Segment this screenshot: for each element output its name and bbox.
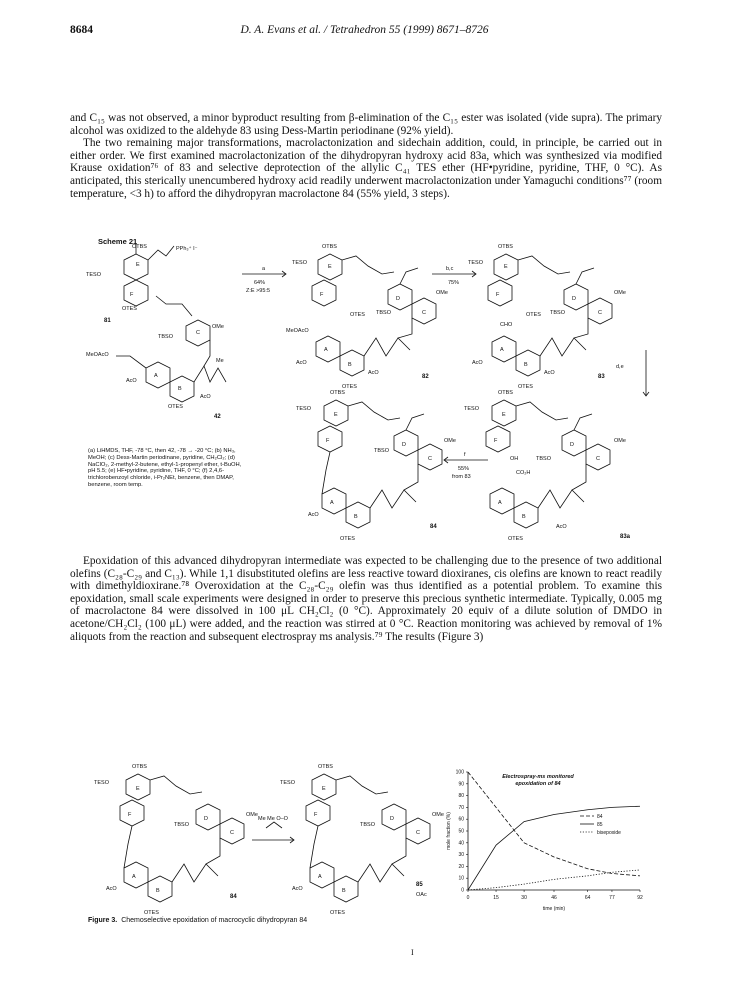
svg-text:C: C xyxy=(598,310,602,316)
compound-label-84: 84 xyxy=(430,524,437,530)
svg-text:TESO: TESO xyxy=(292,260,307,266)
svg-text:TESO: TESO xyxy=(94,780,109,786)
page-header xyxy=(70,24,659,40)
svg-text:OTBS: OTBS xyxy=(498,390,513,396)
figure-3-caption xyxy=(88,917,307,924)
y-tick-label: 40 xyxy=(458,840,464,847)
svg-text:TESO: TESO xyxy=(296,406,311,412)
compound-label-83: 83 xyxy=(598,374,605,380)
svg-text:OTES: OTES xyxy=(526,312,541,318)
svg-text:E: E xyxy=(322,786,326,792)
svg-text:F: F xyxy=(128,812,132,818)
svg-text:AcO: AcO xyxy=(368,370,379,376)
svg-text:A: A xyxy=(330,500,334,506)
scheme-21-drawing xyxy=(86,238,666,550)
x-tick-label: 46 xyxy=(551,895,557,901)
y-tick-label: 70 xyxy=(458,804,464,811)
svg-text:E: E xyxy=(136,262,140,268)
legend-label-84: 84 xyxy=(597,813,603,820)
x-tick-label: 77 xyxy=(609,895,615,901)
svg-text:D: D xyxy=(396,296,400,302)
svg-text:E: E xyxy=(502,412,506,418)
svg-text:D: D xyxy=(204,816,208,822)
series-line-bisepoxide xyxy=(468,870,640,890)
svg-text:AcO: AcO xyxy=(308,512,319,518)
svg-text:OTES: OTES xyxy=(340,536,355,542)
svg-text:OMe: OMe xyxy=(444,438,456,444)
svg-text:F: F xyxy=(130,292,134,298)
svg-text:TBSO: TBSO xyxy=(360,822,375,828)
figure-3-compound-85-structure xyxy=(306,774,430,902)
x-axis-label: time (min) xyxy=(542,906,566,912)
figure-3 xyxy=(86,760,666,930)
svg-text:MeOAcO: MeOAcO xyxy=(86,352,109,358)
chart-title-line-2: epoxidation of 84 xyxy=(515,781,561,787)
svg-text:A: A xyxy=(324,347,328,353)
svg-text:C: C xyxy=(596,456,600,462)
svg-text:B: B xyxy=(342,888,346,894)
svg-text:OTES: OTES xyxy=(350,312,365,318)
arrow-de-label: d,e xyxy=(616,364,624,370)
figure-3-compound-84-structure xyxy=(120,774,244,902)
svg-text:OTBS: OTBS xyxy=(498,244,513,250)
y-axis-label: mole fraction (%) xyxy=(446,812,452,850)
arrow-a-label: a xyxy=(262,266,266,272)
svg-text:OTBS: OTBS xyxy=(322,244,337,250)
svg-text:F: F xyxy=(494,438,498,444)
compound-label-81: 81 xyxy=(104,318,111,324)
svg-text:C: C xyxy=(230,830,234,836)
x-tick-label: 15 xyxy=(493,895,499,901)
svg-text:D: D xyxy=(572,296,576,302)
chart-title-line-1: Electrospray-ms monitored xyxy=(502,774,574,780)
svg-text:F: F xyxy=(314,812,318,818)
legend-label-85: 85 xyxy=(597,821,603,828)
svg-text:PPh₃⁺ I⁻: PPh₃⁺ I⁻ xyxy=(176,246,198,252)
compound-label-42: 42 xyxy=(214,414,221,420)
arrow-f-label: f xyxy=(464,452,466,458)
svg-text:MeOAcO: MeOAcO xyxy=(286,328,309,334)
arrow-f-from: from 83 xyxy=(452,474,471,480)
svg-text:AcO: AcO xyxy=(200,394,211,400)
paragraph-3: Epoxidation of this advanced dihydropyran intermediate was expected to be challenging due to the presence of two additional olefins (C₂₈-C₂₉ and C₁₃). While 1,1 disubstituted olefins are less reactive toward dioxiranes, cis olefins are known to react readily with dimethyldioxirane.⁷⁸ Overoxidation at the C₂₈-C₂₉ olefin was thus identified as a potential problem. To examine this epoxidation, small scale experiments were designed in order to preserve this precious synthetic intermediate. Typically, 0.005 mg of macrolactone 84 were dissolved in 100 μL CH₂Cl₂ (0 °C). Approximately 20 equiv of a dilute solution of DMDO in acetone/CH₂Cl₂ (100 μL) were added, and the reaction was stirred at 0 °C. Reaction monitoring was achieved by removal of 1% aliquots from the reaction and subsequent electrospray ms analysis.⁷⁹ The results (Figure 3) xyxy=(70,555,662,643)
svg-text:E: E xyxy=(328,264,332,270)
svg-text:CO₂H: CO₂H xyxy=(516,470,531,476)
y-tick-label: 0 xyxy=(461,887,464,894)
svg-text:AcO: AcO xyxy=(106,886,117,892)
figure-3-label-84: 84 xyxy=(230,894,237,900)
svg-text:TESO: TESO xyxy=(464,406,479,412)
svg-text:C: C xyxy=(422,310,426,316)
svg-text:AcO: AcO xyxy=(292,886,303,892)
svg-text:OMe: OMe xyxy=(246,812,258,818)
svg-text:E: E xyxy=(136,786,140,792)
svg-text:D: D xyxy=(390,816,394,822)
svg-text:OTBS: OTBS xyxy=(330,390,345,396)
compound-84-structure xyxy=(318,400,442,528)
arrow-a-yield: 64% xyxy=(254,280,266,286)
compound-82-structure xyxy=(312,254,436,376)
svg-text:OTBS: OTBS xyxy=(318,764,333,770)
svg-text:D: D xyxy=(570,442,574,448)
svg-text:CHO: CHO xyxy=(500,322,513,328)
y-tick-label: 50 xyxy=(458,828,464,835)
svg-text:TBSO: TBSO xyxy=(550,310,565,316)
arrow-f-yield: 55% xyxy=(458,466,470,472)
svg-text:Me: Me xyxy=(216,358,224,364)
svg-text:F: F xyxy=(496,292,500,298)
y-tick-label: 30 xyxy=(458,852,464,859)
x-tick-label: 64 xyxy=(584,895,591,901)
y-tick-label: 10 xyxy=(458,875,464,882)
svg-text:F: F xyxy=(326,438,330,444)
svg-text:C: C xyxy=(428,456,432,462)
svg-text:OTES: OTES xyxy=(168,404,183,410)
page-number: 8684 xyxy=(70,24,93,36)
scheme-title: Scheme 21 xyxy=(98,237,138,246)
svg-text:B: B xyxy=(348,362,352,368)
svg-text:OMe: OMe xyxy=(212,324,224,330)
svg-text:OMe: OMe xyxy=(614,290,626,296)
svg-text:C: C xyxy=(416,830,420,836)
svg-text:OTBS: OTBS xyxy=(132,244,147,250)
svg-text:OTES: OTES xyxy=(330,910,345,916)
body-text-bottom xyxy=(70,555,662,643)
svg-text:OTES: OTES xyxy=(508,536,523,542)
dmdo-reagent: Me Me O–O xyxy=(258,816,288,822)
svg-text:OTES: OTES xyxy=(342,384,357,390)
figure-3-reaction-arrow xyxy=(252,822,294,843)
svg-text:AcO: AcO xyxy=(544,370,555,376)
running-head: D. A. Evans et al. / Tetrahedron 55 (1999) 8671–8726 xyxy=(240,24,489,36)
legend-label-bisepoxide: bisepoxide xyxy=(597,829,621,836)
compound-label-82: 82 xyxy=(422,374,429,380)
epoxidation-chart xyxy=(446,770,643,913)
footer-mark: I xyxy=(411,948,414,957)
svg-text:E: E xyxy=(334,412,338,418)
svg-text:E: E xyxy=(504,264,508,270)
svg-text:TBSO: TBSO xyxy=(174,822,189,828)
svg-text:B: B xyxy=(178,386,182,392)
figure-3-label-85: 85 xyxy=(416,882,423,888)
arrow-a-ratio: Z:E >95:5 xyxy=(246,288,271,294)
y-tick-label: 60 xyxy=(458,816,464,823)
svg-text:A: A xyxy=(500,347,504,353)
svg-text:OMe: OMe xyxy=(432,812,444,818)
svg-text:A: A xyxy=(132,874,136,880)
scheme-conditions: (a) LiHMDS, THF, -78 °C, then 42, -78 → -20 °C; (b) NH₃, MeOH; (c) Dess-Martin periodinane, pyridine, CH₂Cl₂; (d) NaClO₂, 2-methyl-2-butene, ethyl-1-propenyl ether, t-BuOH, pH 5.5; (e) HF•pyridine, pyridine, THF, 0 °C; (f) 2,4,6-trichlorobenzoyl chloride, i-Pr₂NEt, benzene, then DMAP, benzene, room temp. xyxy=(88,448,242,488)
compound-label-83a: 83a xyxy=(620,534,631,540)
y-tick-label: 100 xyxy=(455,769,464,776)
series-line-84 xyxy=(468,772,640,876)
paragraph-1: and C₁₅ was not observed, a minor byproduct resulting from β-elimination of the C₁₅ ester was isolated (vide supra). The primary alcohol was oxidized to the aldehyde 83 using Dess-Martin periodinane (92% yield). xyxy=(70,112,662,137)
svg-text:TESO: TESO xyxy=(280,780,295,786)
svg-text:TESO: TESO xyxy=(86,272,101,278)
svg-text:TBSO: TBSO xyxy=(536,456,551,462)
svg-text:TBSO: TBSO xyxy=(158,334,173,340)
svg-text:A: A xyxy=(154,373,158,379)
svg-text:F: F xyxy=(320,292,324,298)
svg-text:TBSO: TBSO xyxy=(374,448,389,454)
svg-text:AcO: AcO xyxy=(296,360,307,366)
svg-text:A: A xyxy=(498,500,502,506)
svg-text:OTES: OTES xyxy=(518,384,533,390)
svg-text:B: B xyxy=(156,888,160,894)
svg-text:C: C xyxy=(196,330,200,336)
svg-text:AcO: AcO xyxy=(472,360,483,366)
svg-text:OAc: OAc xyxy=(416,892,427,898)
svg-text:B: B xyxy=(354,514,358,520)
figure-3-caption-text: Chemoselective epoxidation of macrocyclic dihydropyran 84 xyxy=(121,917,308,924)
arrow-bc-yield: 75% xyxy=(448,280,460,286)
figure-3-caption-label: Figure 3. xyxy=(88,917,118,924)
svg-text:TBSO: TBSO xyxy=(376,310,391,316)
x-tick-label: 30 xyxy=(521,895,527,901)
svg-text:AcO: AcO xyxy=(126,378,137,384)
svg-text:AcO: AcO xyxy=(556,524,567,530)
svg-text:OTES: OTES xyxy=(144,910,159,916)
compound-83a-structure xyxy=(486,400,610,528)
x-tick-label: 0 xyxy=(466,895,470,901)
svg-text:OTBS: OTBS xyxy=(132,764,147,770)
body-text-top xyxy=(70,112,662,200)
svg-text:OMe: OMe xyxy=(436,290,448,296)
svg-text:B: B xyxy=(524,362,528,368)
arrow-bc-label: b,c xyxy=(446,266,454,272)
y-tick-label: 80 xyxy=(458,793,464,800)
svg-text:OTES: OTES xyxy=(122,306,137,312)
svg-text:TESO: TESO xyxy=(468,260,483,266)
series-line-85 xyxy=(468,806,640,890)
svg-text:B: B xyxy=(522,514,526,520)
paragraph-2: The two remaining major transformations, macrolactonization and sidechain addition, could, in principle, be carried out in either order. We first examined macrolactonization of the dihydropyran hydroxy acid 83a, which was synthesized via modified Krause oxidation⁷⁶ of 83 and selective deprotection of the allylic C₄₁ TES ether (HF•pyridine, pyridine, THF, 0 °C). As anticipated, this sterically unencumbered hydroxy acid readily underwent macrolactonization under Yamaguchi conditions⁷⁷ (room temperature, <3 h) to afford the dihydropyran macrolactone 84 (55% yield, 3 steps). xyxy=(70,137,662,200)
svg-text:D: D xyxy=(402,442,406,448)
svg-text:A: A xyxy=(318,874,322,880)
y-tick-label: 90 xyxy=(458,781,464,788)
y-tick-label: 20 xyxy=(458,863,464,870)
svg-text:OMe: OMe xyxy=(614,438,626,444)
svg-text:OH: OH xyxy=(510,456,519,462)
x-tick-label: 92 xyxy=(637,895,643,901)
